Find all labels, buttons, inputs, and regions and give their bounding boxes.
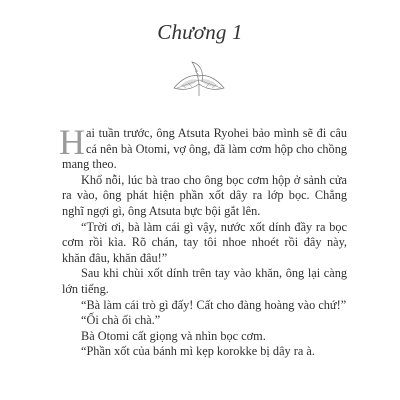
chapter-body (59, 122, 347, 360)
paragraph-1: Hai tuần trước, ông Atsuta Ryohei bảo mình sẽ đi câu cá nên bà Otomi, vợ ông, đã làm cơm hộp cho chồng mang theo. (59, 122, 347, 172)
leaf-ornament-icon (168, 58, 230, 98)
drop-cap: H (59, 122, 85, 162)
paragraph-7: Bà Otomi cất giọng và nhìn bọc cơm. (81, 328, 266, 343)
paragraph-5: “Bà làm cái trò gì đấy! Cất cho đàng hoàng vào chứ!” (81, 297, 347, 312)
paragraph-8: “Phần xốt của bánh mì kẹp korokke bị dây ra à. (81, 344, 315, 359)
paragraph-6: “Ối chà ối chà.” (81, 313, 161, 328)
chapter-title: Chương 1 (157, 20, 243, 44)
paragraph-3: “Trời ơi, bà làm cái gì vậy, nước xốt dính đầy ra bọc cơm rồi kìa. Rõ chán, tay tôi nhoe nhoét rồi đây này, khăn đâu, khăn đâu!” (62, 219, 347, 265)
paragraph-4: Sau khi chùi xốt dính trên tay vào khăn, ông lại càng lớn tiếng. (62, 266, 347, 296)
paragraph-2: Khổ nỗi, lúc bà trao cho ông bọc cơm hộp ở sảnh cửa ra vào, ông phát hiện phần xốt dây ra lớp bọc. Chẳng nghĩ ngợi gì, ông Atsuta bực bội gắt lên. (62, 172, 347, 218)
